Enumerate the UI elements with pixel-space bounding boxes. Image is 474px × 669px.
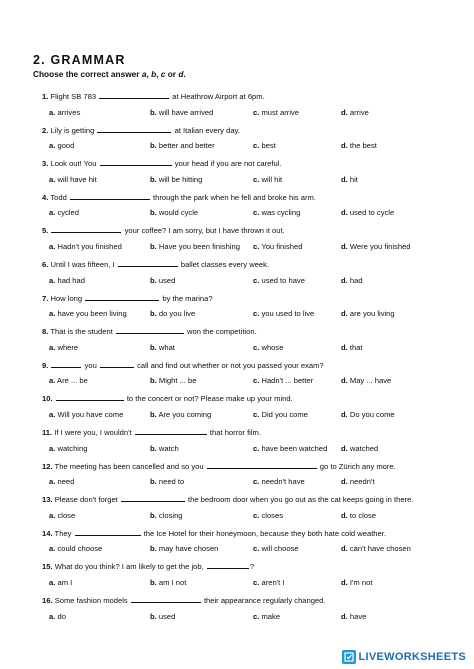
brand-name: LIVEWORKSHEETS [358,651,466,663]
answer-blank[interactable] [135,427,207,435]
option-d[interactable]: d. watched [341,443,379,453]
answer-blank[interactable] [75,528,141,536]
question-number: 9 [42,360,47,370]
question-11: 11. If I were you, I wouldn't that horror film. [42,428,261,437]
option-a[interactable]: a. arrives [49,107,81,117]
option-c[interactable]: c. must arrive [253,107,300,117]
question-text-before: If I were you, I wouldn't [52,428,134,437]
option-b[interactable]: b. am I not [150,577,187,587]
question-text-before: How long [48,293,85,303]
option-b[interactable]: b. will have arrived [150,107,214,117]
option-b[interactable]: b. used [150,611,176,621]
option-c[interactable]: c. was cycling [253,208,301,218]
question-text-before: Please don't forget [52,495,120,505]
option-a[interactable]: a. could choose [49,544,103,554]
answer-blank[interactable] [116,326,184,334]
option-c[interactable]: c. Hadn't ... better [253,376,314,386]
question-16: 16. Some fashion models their appearance regularly changed. [42,596,326,605]
question-text-after: the bedroom door when you go out as the cat keeps going in there. [185,495,414,505]
option-d[interactable]: d. Do you come [341,409,395,419]
options-row [49,175,449,185]
answer-blank[interactable] [207,561,249,569]
option-d[interactable]: d. that [341,342,363,352]
question-text-before: Todd [48,192,69,202]
question-13: 13. Please don't forget the bedroom door when you go out as the cat keeps going in there. [42,495,414,505]
question-number: 13 [42,495,51,505]
question-number: 15 [42,562,51,572]
options-row [49,477,449,487]
options-row [49,376,449,386]
answer-blank[interactable] [121,494,185,502]
question-number: 2 [42,125,47,135]
option-d[interactable]: d. needn't [341,477,375,487]
answer-blank[interactable] [70,192,150,200]
question-text-after: your coffee? I am sorry, but I have thrown it out. [122,226,285,236]
question-text-after: your head if you are not careful. [172,159,282,169]
option-c[interactable]: c. whose [253,342,284,352]
question-number: 6 [42,260,47,269]
option-a[interactable]: a. watching [49,443,88,453]
option-d[interactable]: d. the best [341,141,377,151]
question-text-mid: you [82,360,99,370]
question-text-before: What do you think? I am likely to get the job, [52,562,206,572]
question-number: 10 [42,394,51,404]
option-c[interactable]: c. used to have [253,275,305,285]
question-5: 5. your coffee? I am sorry, but I have thrown it out. [42,226,285,236]
question-text-before: Lily is getting [48,125,97,135]
option-d[interactable]: d. had [341,275,363,285]
question-text-after: call and find out whether or not you passed your exam? [134,360,324,370]
option-a[interactable]: a. need [49,477,75,487]
question-number: 1 [42,92,47,101]
answer-blank[interactable] [51,360,81,368]
option-c[interactable]: c. will choose [253,544,299,554]
option-c[interactable]: c. you used to live [253,309,315,319]
option-c[interactable]: c. best [253,141,276,151]
options-row [49,444,449,454]
options-row [49,410,449,420]
option-c[interactable]: c. make [253,611,281,621]
question-number: 12 [42,461,51,471]
option-a[interactable]: a. Will you have come [49,409,124,419]
question-text-after: ? [249,562,255,572]
options-row [49,309,449,319]
answer-blank[interactable] [207,461,317,469]
question-text-before [48,361,50,370]
question-text-before: Until I was fifteen, I [48,260,117,269]
question-7: 7. How long by the marina? [42,293,213,303]
question-number: 5 [42,226,47,236]
question-text-before [48,226,50,235]
option-a[interactable]: a. am I [49,577,73,587]
question-text-before: They [52,528,74,538]
question-8: 8. That is the student won the competition. [42,327,257,337]
question-text-after: that horror film. [207,428,261,437]
question-text-after: ballet classes every week. [178,260,270,269]
question-text-before: Look out! You [48,159,99,169]
question-text-after: at Italian every day. [172,125,240,135]
options-row [49,141,449,151]
answer-blank[interactable] [51,225,121,233]
option-c[interactable]: c. Did you come [253,409,308,419]
option-d[interactable]: d. Were you finished [341,241,411,251]
footer-brand [342,649,467,665]
option-d[interactable]: d. May ... have [341,376,392,386]
question-6: 6. Until I was fifteen, I ballet classes every week. [42,260,270,269]
answer-blank[interactable] [56,393,124,401]
option-b[interactable]: b. Are you coming [150,409,212,419]
option-a[interactable]: a. good [49,141,75,151]
option-c[interactable]: c. You finished [253,241,303,251]
option-a[interactable]: a. where [49,342,79,352]
options-row [49,276,449,286]
options-row [49,578,449,588]
options-row [49,544,449,554]
option-a[interactable]: a. had had [49,275,85,285]
answer-blank[interactable] [85,293,159,301]
answer-blank[interactable] [118,259,178,267]
option-b[interactable]: b. may have chosen [150,544,219,554]
option-c[interactable]: c. needn't have [253,477,305,487]
option-a[interactable]: a. will have hit [49,174,97,184]
option-d[interactable]: d. can't have chosen [341,544,411,554]
question-number: 16 [42,596,51,605]
option-d[interactable]: d. to close [341,510,377,520]
option-d[interactable]: d. arrive [341,107,369,117]
option-b[interactable]: b. Have you been finishing [150,241,240,251]
question-text-before: Flight SB 783 [48,92,99,101]
question-14: 14. They the Ice Hotel for their honeymoon, because they both hate cold weather. [42,528,386,538]
option-c[interactable]: c. have been watched [253,443,328,453]
question-2: 2. Lily is getting at Italian every day. [42,125,240,135]
question-12: 12. The meeting has been cancelled and so you go to Zürich any more. [42,461,396,471]
option-d[interactable]: d. hit [341,174,358,184]
answer-blank-2[interactable] [100,360,134,368]
option-b[interactable]: b. will be hitting [150,174,203,184]
option-c[interactable]: c. aren't I [253,577,285,587]
option-b[interactable]: b. need to [150,477,185,487]
question-number: 4 [42,192,47,202]
option-b[interactable]: b. used [150,275,176,285]
answer-blank[interactable] [100,158,172,166]
options-row [49,208,449,218]
option-d[interactable]: d. I'm not [341,577,373,587]
option-b[interactable]: b. what [150,342,175,352]
answer-blank[interactable] [97,125,171,133]
question-number: 11 [42,428,51,437]
options-row [49,108,449,118]
option-a[interactable]: a. close [49,510,76,520]
question-text-before: The meeting has been cancelled and so you [52,461,206,471]
section-title: 2. GRAMMAR [33,53,126,67]
question-number: 7 [42,293,47,303]
option-b[interactable]: b. would cycle [150,208,199,218]
question-number: 3 [42,159,47,169]
option-b[interactable]: b. do you live [150,309,196,319]
options-row [49,511,449,521]
options-row [49,343,449,353]
question-number: 8 [42,327,47,337]
question-15: 15. What do you think? I am likely to get the job, ? [42,562,255,572]
question-text-after: their appearance regularly changed. [201,596,326,605]
option-c[interactable]: c. closes [253,510,283,520]
question-1: 1. Flight SB 783 at Heathrow Airport at 6pm. [42,92,265,101]
question-number: 14 [42,528,51,538]
option-c[interactable]: c. will hit [253,174,283,184]
option-d[interactable]: d. are you living [341,309,395,319]
option-b[interactable]: b. closing [150,510,183,520]
question-text-before [53,394,55,403]
question-4: 4. Todd through the park when he fell and broke his arm. [42,192,316,202]
question-text-after: won the competition. [184,327,257,337]
question-3: 3. Look out! You your head if you are not careful. [42,159,282,169]
option-b[interactable]: b. better and better [150,141,215,151]
question-text-after: at Heathrow Airport at 6pm. [170,92,265,101]
option-a[interactable]: a. have you been living [49,309,127,319]
option-a[interactable]: a. Are ... be [49,376,88,386]
question-text-before: Some fashion models [52,596,130,605]
question-10: 10. to the concert or not? Please make up your mind. [42,394,293,404]
option-b[interactable]: b. watch [150,443,179,453]
option-d[interactable]: d. have [341,611,367,621]
question-text-after: to the concert or not? Please make up your mind. [124,394,293,404]
option-d[interactable]: d. used to cycle [341,208,395,218]
question-text-after: go to Zürich any more. [317,461,396,471]
question-9: 9. you call and find out whether or not you passed your exam? [42,360,324,370]
question-text-before: That is the student [48,327,115,337]
answer-blank[interactable] [131,595,201,603]
options-row [49,242,449,252]
question-text-after: the Ice Hotel for their honeymoon, because they both hate cold weather. [141,528,386,538]
option-a[interactable]: a. do [49,611,66,621]
question-text-after: through the park when he fell and broke his arm. [150,192,316,202]
option-a[interactable]: a. Hadn't you finished [49,241,122,251]
option-b[interactable]: b. Might ... be [150,376,197,386]
instruction: Choose the correct answer a, b, c or d. [33,69,186,79]
option-a[interactable]: a. cycled [49,208,79,218]
liveworksheets-logo-icon [342,650,356,664]
answer-blank[interactable] [99,91,169,99]
options-row [49,612,449,622]
question-text-after: by the marina? [160,293,213,303]
